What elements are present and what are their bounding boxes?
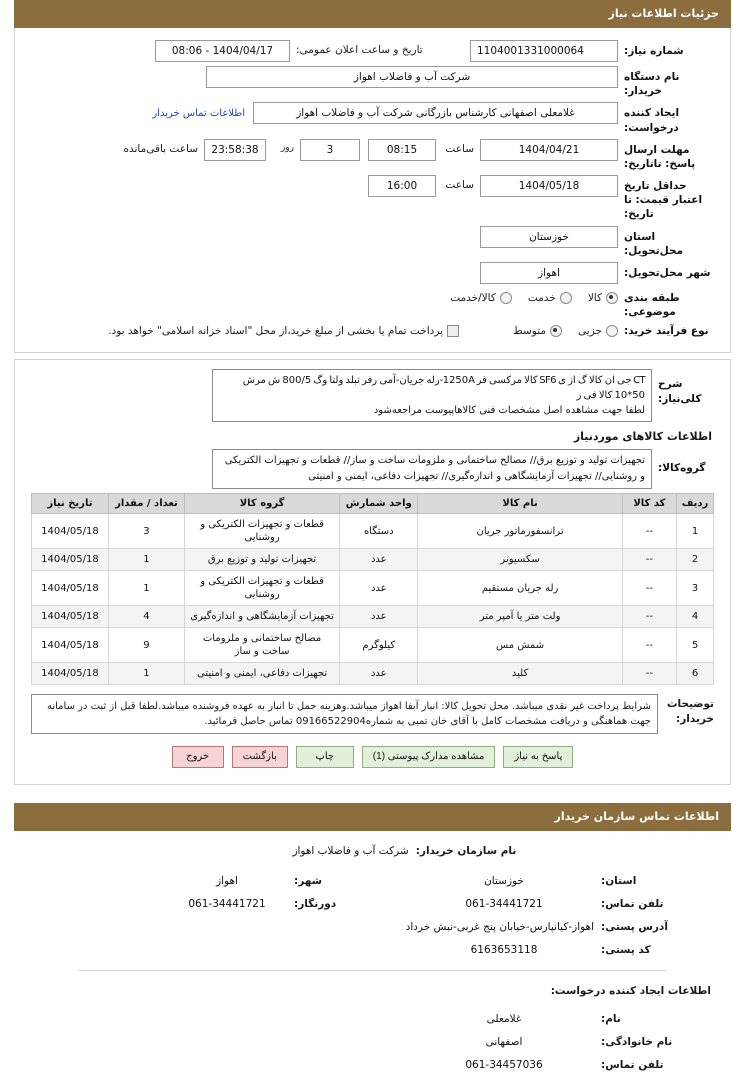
purchase-type-option-label: جزیی <box>578 325 602 338</box>
classification-option-label: کالا <box>587 291 602 304</box>
contact-province-value: خوزستان <box>484 875 524 888</box>
contact-postal-row <box>34 944 711 956</box>
buyer-org-value: شرکت آب و فاضلاب اهواز <box>206 66 618 88</box>
contact-postal-label: کد پستی: <box>601 944 651 957</box>
cell-group: تجهیزات تولید و توزیع برق <box>185 549 340 571</box>
contact-org-label: نام سازمان خریدار: <box>415 845 517 858</box>
requester-title-row <box>34 985 711 997</box>
days-remaining-value: 3 <box>300 139 360 161</box>
contact-phone-value: 061-34441721 <box>465 898 543 911</box>
col-row: ردیف <box>677 494 714 514</box>
treasury-docs-label: پرداخت تمام یا بخشی از مبلغ خرید،از محل "اسناد خزانه اسلامی" خواهد بود. <box>108 325 444 338</box>
cell-unit: دستگاه <box>340 514 418 549</box>
cell-unit: عدد <box>340 549 418 571</box>
validity-date: 1404/05/18 <box>480 175 618 197</box>
remaining-time-value: 23:58:38 <box>204 139 266 161</box>
province-value: خوزستان <box>480 226 618 248</box>
buyer-notes-label-line2: خریدار: <box>676 713 714 726</box>
table-row <box>32 514 714 549</box>
creator-value: غلامعلی اصفهانی کارشناس بازرگانی شرکت آب و فاضلاب اهواز <box>253 102 618 124</box>
validity-hour-label: ساعت <box>445 179 474 192</box>
cell-date: 1404/05/18 <box>32 606 109 628</box>
cell-row: 3 <box>677 571 714 606</box>
classification-option-label: خدمت <box>527 291 556 304</box>
action-buttons <box>31 746 714 768</box>
cell-row: 1 <box>677 514 714 549</box>
validity-label: حداقل تاریخ اعتبار قیمت: تا تاریخ: <box>624 180 703 221</box>
contact-city-label: شهر: <box>294 875 322 888</box>
contact-postal-value: 6163653118 <box>470 944 538 957</box>
cell-qty: 1 <box>108 571 184 606</box>
cell-name: ترانسفورماتور جریان <box>418 514 622 549</box>
requester-section-title: اطلاعات ایجاد کننده درخواست: <box>550 985 711 998</box>
announce-value: 1404/04/17 - 08:06 <box>155 40 290 62</box>
summary-row <box>31 369 714 422</box>
purchase-type-option-motavaset[interactable] <box>513 325 562 337</box>
buyer-notes-label <box>658 694 714 734</box>
back-button[interactable]: بازگشت <box>232 746 288 768</box>
city-value: اهواز <box>480 262 618 284</box>
need-number-row <box>31 40 714 62</box>
table-row <box>32 606 714 628</box>
validity-row <box>31 175 714 222</box>
requester-first-name-label: نام: <box>601 1013 621 1026</box>
cell-group: قطعات و تجهیزات الکتریکی و روشنایی <box>185 514 340 549</box>
purchase-type-option-jozei[interactable] <box>578 325 618 337</box>
purchase-type-row <box>31 323 714 338</box>
contact-fax-value: 061-34441721 <box>188 898 266 911</box>
classification-option-kala-khedmat[interactable] <box>450 292 512 304</box>
deadline-hour-label: ساعت <box>445 142 474 155</box>
purchase-type-options <box>92 325 618 337</box>
remaining-time-label: ساعت باقی‌مانده <box>123 142 198 155</box>
buyer-org-label: نام دستگاه خریدار: <box>624 71 680 98</box>
cell-group: تجهیزات دفاعی، ایمنی و امنیتی <box>185 663 340 685</box>
buyer-notes-text: شرایط پرداخت غیر نقدی میباشد. محل تحویل کالا: انبار آبفا اهواز میباشد.وهزینه حمل تا انبار به عهده فروشنده میباشد.لطفا قبل از ثبت در سامانه جهت هماهنگی و دریافت مشخصات کامل با آقای خان تمبی به شماره09166522904 تماس حاصل فرمائید. <box>31 694 658 734</box>
contact-section-title: اطلاعات تماس سازمان خریدار <box>14 803 731 831</box>
need-number-value: 1104001331000064 <box>470 40 618 62</box>
contact-phone-fax-row <box>34 898 711 910</box>
col-name: نام کالا <box>418 494 622 514</box>
cell-unit: کیلوگرم <box>340 628 418 663</box>
contact-province-label: استان: <box>601 875 637 888</box>
exit-button[interactable]: خروج <box>172 746 224 768</box>
radio-icon[interactable] <box>606 325 618 337</box>
requester-last-name-label: نام خانوادگی: <box>601 1036 673 1049</box>
cell-qty: 1 <box>108 663 184 685</box>
cell-unit: عدد <box>340 606 418 628</box>
treasury-docs-checkbox-item[interactable] <box>108 325 459 337</box>
radio-icon[interactable] <box>550 325 562 337</box>
respond-to-need-button[interactable]: پاسخ به نیاز <box>503 746 573 768</box>
purchase-type-label: نوع فرآیند خرید: <box>624 325 709 338</box>
cell-code: -- <box>622 549 676 571</box>
cell-qty: 9 <box>108 628 184 663</box>
page-title: جزئیات اطلاعات نیاز <box>14 0 731 28</box>
table-row <box>32 628 714 663</box>
contact-province-city-row <box>34 875 711 887</box>
cell-unit: عدد <box>340 571 418 606</box>
goods-group-label: گروه‌کالا: <box>658 462 706 475</box>
classification-option-khedmat[interactable] <box>528 292 572 304</box>
goods-table-header-row <box>32 494 714 514</box>
contact-panel <box>14 831 731 1090</box>
contact-phone-label: تلفن تماس: <box>601 898 664 911</box>
classification-options <box>434 292 618 304</box>
cell-code: -- <box>622 514 676 549</box>
cell-date: 1404/05/18 <box>32 549 109 571</box>
announce-label: تاریخ و ساعت اعلان عمومی: <box>296 44 423 56</box>
radio-icon[interactable] <box>500 292 512 304</box>
purchase-type-option-label: متوسط <box>513 325 547 338</box>
requester-phone-label: تلفن تماس: <box>601 1059 664 1072</box>
cell-name: کلید <box>418 663 622 685</box>
col-qty: تعداد / مقدار <box>108 494 184 514</box>
goods-table <box>31 493 714 685</box>
days-unit-label: روز <box>280 142 294 153</box>
cell-row: 6 <box>677 663 714 685</box>
cell-code: -- <box>622 628 676 663</box>
radio-icon[interactable] <box>606 292 618 304</box>
classification-row <box>31 290 714 319</box>
contact-address-row <box>34 921 711 933</box>
cell-date: 1404/05/18 <box>32 628 109 663</box>
cell-qty: 3 <box>108 514 184 549</box>
cell-group: تجهیزات آزمایشگاهی و اندازه‌گیری <box>185 606 340 628</box>
buyer-contact-link[interactable]: اطلاعات تماس خریدار <box>152 108 245 120</box>
city-row <box>31 262 714 284</box>
classification-label: طبقه بندی موضوعی: <box>624 291 680 319</box>
cell-name: سکسیونر <box>418 549 622 571</box>
goods-table-body <box>32 514 714 685</box>
province-label: استان محل‌تحویل: <box>624 230 684 257</box>
summary-line-1: CT جی ان کالا گ از ی SF6 کالا مرکسی فر 1250A-رله جریان-آمی رفر تبلد ولتا وگ 800/5 ش مرش 50*10 کالا فی ر <box>242 375 645 402</box>
col-unit: واحد شمارش <box>340 494 418 514</box>
buyer-org-row <box>31 66 714 98</box>
cell-qty: 1 <box>108 549 184 571</box>
contact-address-value: اهواز-کیانپارس-خیابان پنج غربی-نبش خرداد <box>405 921 594 934</box>
creator-row <box>31 102 714 134</box>
cell-row: 5 <box>677 628 714 663</box>
goods-section-title: اطلاعات کالاهای موردنیاز <box>573 430 712 444</box>
contact-fax-label: دورنگار: <box>294 898 337 911</box>
contact-org-row <box>34 845 711 857</box>
requester-phone-value: 061-34457036 <box>465 1059 543 1072</box>
cell-row: 4 <box>677 606 714 628</box>
cell-group: قطعات و تجهیزات الکتریکی و روشنایی <box>185 571 340 606</box>
col-code: کد کالا <box>622 494 676 514</box>
summary-label: شرح کلی‌نیاز: <box>658 378 702 405</box>
checkbox-icon[interactable] <box>447 325 459 337</box>
requester-last-name-row <box>34 1036 711 1048</box>
buyer-notes-label-line1: توضیحات <box>666 698 714 711</box>
col-group: گروه کالا <box>185 494 340 514</box>
cell-group: مصالح ساختمانی و ملزومات ساخت و ساز <box>185 628 340 663</box>
table-row <box>32 663 714 685</box>
cell-code: -- <box>622 606 676 628</box>
buyer-notes-row <box>31 694 714 734</box>
cell-date: 1404/05/18 <box>32 514 109 549</box>
goods-group-value: تجهیزات تولید و توزیع برق// مصالح ساختمانی و ملزومات ساخت و ساز// قطعات و تجهیزات الکتریکی و روشنایی// تجهیزات آزمایشگاهی و اندازه‌گیری// تجهیزات دفاعی، ایمنی و امنیتی <box>212 449 652 489</box>
city-label: شهر محل‌تحویل: <box>624 266 711 279</box>
summary-box <box>212 369 652 422</box>
requester-first-name-value: غلامعلی <box>486 1013 522 1026</box>
goods-group-row <box>31 449 714 489</box>
cell-date: 1404/05/18 <box>32 571 109 606</box>
cell-row: 2 <box>677 549 714 571</box>
print-button[interactable]: چاپ <box>296 746 354 768</box>
cell-name: رله جریان مستقیم <box>418 571 622 606</box>
contact-divider <box>79 970 666 971</box>
goods-panel <box>14 359 731 785</box>
radio-icon[interactable] <box>560 292 572 304</box>
province-row <box>31 226 714 258</box>
table-row <box>32 549 714 571</box>
col-date: تاریخ نیاز <box>32 494 109 514</box>
summary-line-2: لطفا جهت مشاهده اصل مشخصات فنی کالاها‌پیوست مراجعه‌شود <box>373 405 645 417</box>
requester-first-name-row <box>34 1013 711 1025</box>
cell-name: شمش مس <box>418 628 622 663</box>
contact-address-label: آدرس پستی: <box>601 921 668 934</box>
cell-code: -- <box>622 571 676 606</box>
need-number-label: شماره نیاز: <box>624 45 684 57</box>
cell-code: -- <box>622 663 676 685</box>
deadline-date: 1404/04/21 <box>480 139 618 161</box>
cell-date: 1404/05/18 <box>32 663 109 685</box>
view-attachments-button[interactable]: مشاهده مدارک پیوستی (1) <box>362 746 496 768</box>
classification-option-label: کالا/خدمت <box>450 291 496 304</box>
cell-name: ولت متر یا آمپر متر <box>418 606 622 628</box>
table-row <box>32 571 714 606</box>
classification-option-kala[interactable] <box>588 292 618 304</box>
requester-last-name-value: اصفهانی <box>485 1036 523 1049</box>
cell-unit: عدد <box>340 663 418 685</box>
deadline-row <box>31 139 714 171</box>
creator-label: ایجاد کننده درخواست: <box>624 107 680 134</box>
need-details-panel <box>14 28 731 353</box>
cell-qty: 4 <box>108 606 184 628</box>
deadline-label: مهلت ارسال پاسخ: تاتاریخ: <box>624 143 696 170</box>
contact-city-value: اهواز <box>216 875 238 888</box>
contact-org-value: شرکت آب و فاضلاب اهواز <box>292 845 409 858</box>
deadline-hour: 08:15 <box>368 139 436 161</box>
validity-hour: 16:00 <box>368 175 436 197</box>
requester-phone-row <box>34 1059 711 1071</box>
